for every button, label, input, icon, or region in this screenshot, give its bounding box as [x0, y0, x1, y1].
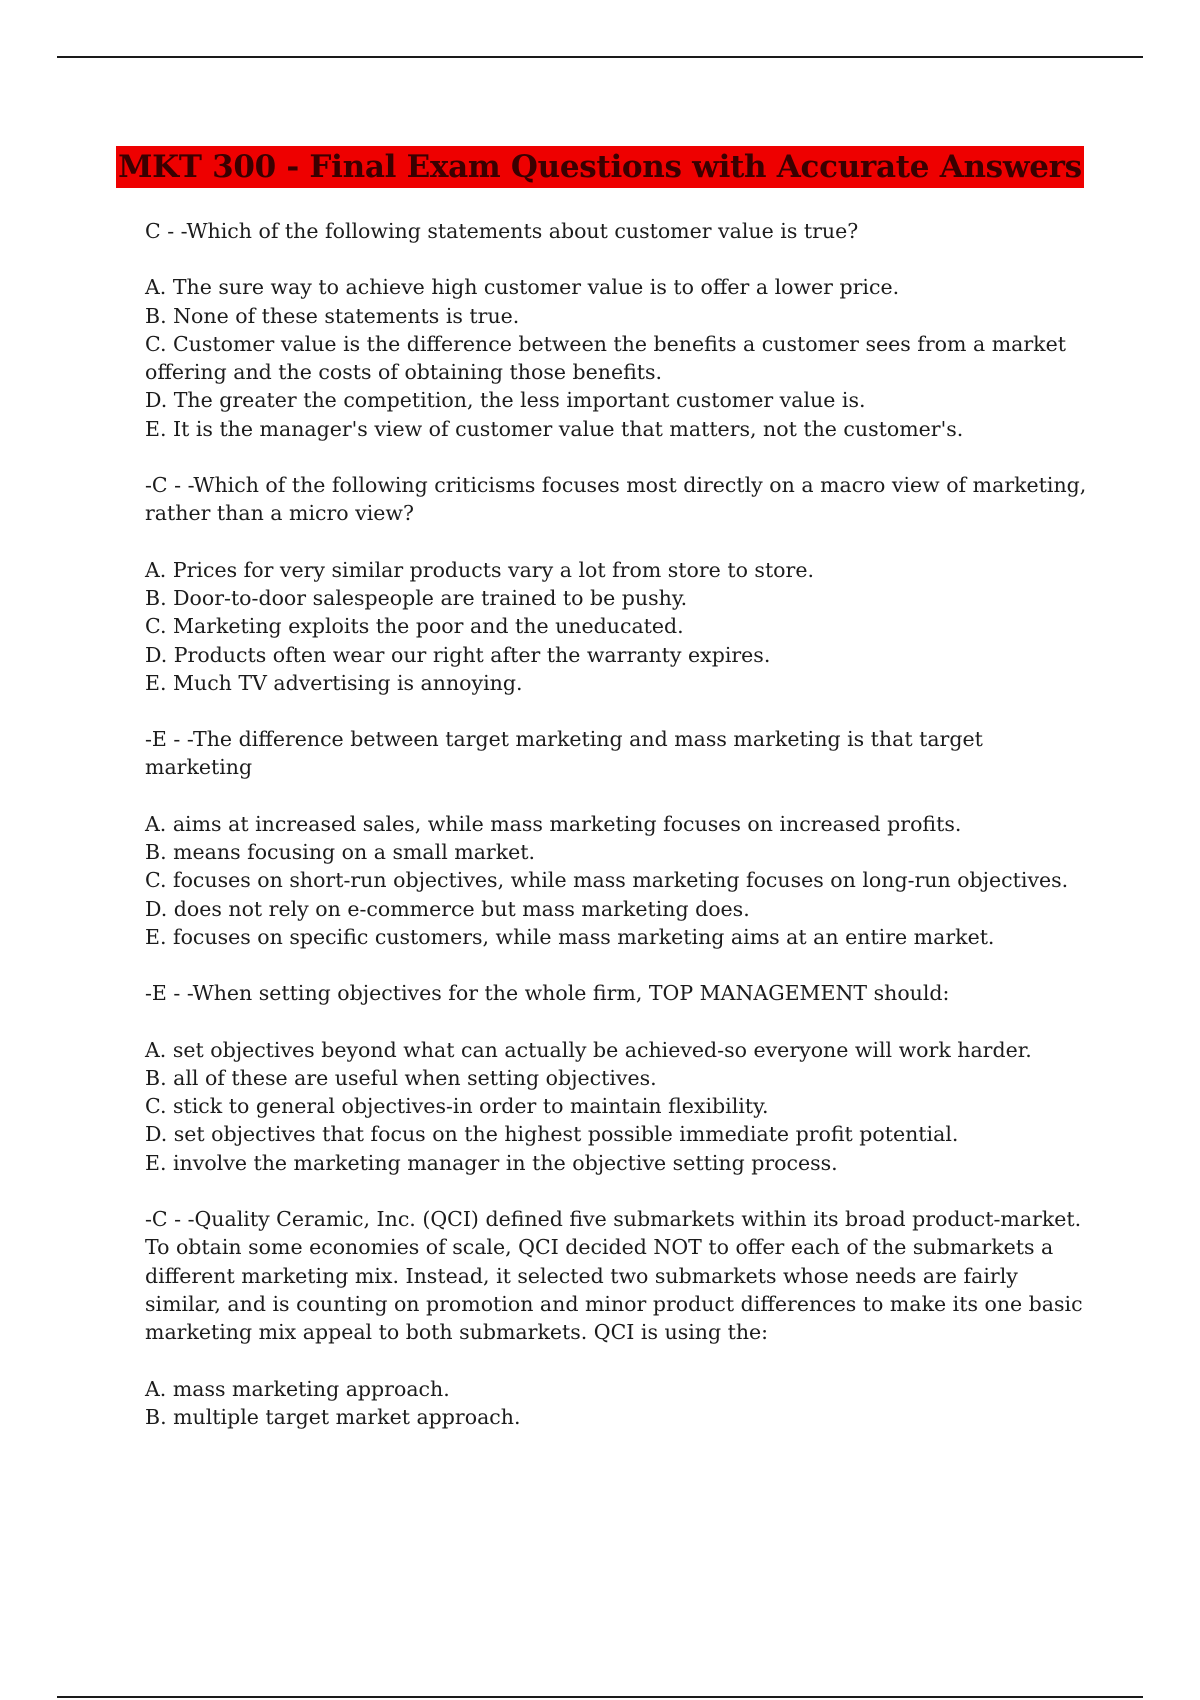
question-prompt: C - -Which of the following statements about customer value is true? [145, 219, 859, 243]
option-a: A. aims at increased sales, while mass marketing focuses on increased profits. [145, 811, 962, 836]
option-b: B. Door-to-door salespeople are trained to be pushy. [145, 585, 688, 610]
option-d: D. Products often wear our right after the warranty expires. [145, 642, 771, 667]
option-list [145, 273, 1090, 443]
option-list [145, 810, 1090, 951]
option-e: E. involve the marketing manager in the objective setting process. [145, 1150, 838, 1175]
option-a: A. set objectives beyond what can actually be achieved-so everyone will work harder. [145, 1037, 1032, 1062]
option-d: D. does not rely on e-commerce but mass marketing does. [145, 896, 750, 921]
option-d: D. The greater the competition, the less important customer value is. [145, 388, 866, 413]
option-a: A. The sure way to achieve high customer value is to offer a lower price. [145, 275, 900, 300]
option-c: C. stick to general objectives-in order to maintain flexibility. [145, 1094, 769, 1119]
option-d: D. set objectives that focus on the highest possible immediate profit potential. [145, 1122, 959, 1147]
question-prompt: -C - -Which of the following criticisms focuses most directly on a macro view of marketing, rather than a micro view? [145, 473, 1087, 526]
option-b: B. multiple target market approach. [145, 1404, 521, 1429]
question-2 [145, 471, 1090, 697]
option-list [145, 1036, 1090, 1177]
option-b: B. all of these are useful when setting objectives. [145, 1065, 657, 1090]
question-1 [145, 217, 1090, 443]
question-5 [145, 1205, 1090, 1431]
option-e: E. Much TV advertising is annoying. [145, 670, 523, 695]
header-rule [57, 56, 1143, 58]
questions-body [145, 217, 1090, 1459]
question-prompt: -E - -The difference between target marketing and mass marketing is that target marketing [145, 727, 983, 780]
option-b: B. None of these statements is true. [145, 303, 520, 328]
option-list [145, 556, 1090, 697]
title-container [0, 146, 1200, 188]
question-3 [145, 725, 1090, 951]
option-a: A. Prices for very similar products vary a lot from store to store. [145, 557, 814, 582]
question-prompt: -E - -When setting objectives for the whole firm, TOP MANAGEMENT should: [145, 981, 950, 1006]
option-b: B. means focusing on a small market. [145, 840, 536, 865]
option-e: E. It is the manager's view of customer value that matters, not the customer's. [145, 416, 964, 441]
footer-rule [57, 1696, 1143, 1698]
option-c: C. Customer value is the difference between the benefits a customer sees from a market offering and the costs of obtaining those benefits. [145, 331, 1066, 385]
option-e: E. focuses on specific customers, while mass marketing aims at an entire market. [145, 924, 995, 949]
option-c: C. Marketing exploits the poor and the uneducated. [145, 614, 684, 639]
option-list [145, 1375, 1090, 1432]
question-4 [145, 979, 1090, 1177]
document-title: MKT 300 - Final Exam Questions with Accurate Answers [116, 146, 1084, 188]
option-a: A. mass marketing approach. [145, 1376, 450, 1401]
option-c: C. focuses on short-run objectives, while mass marketing focuses on long-run objectives. [145, 868, 1069, 893]
question-prompt: -C - -Quality Ceramic, Inc. (QCI) defined five submarkets within its broad product-market. To obtain some economies of scale, QCI decided NOT to offer each of the submarkets a different marketing mix. Instead, it selected two submarkets whose needs are fairly similar, and is counting on promotion and minor product differences to make its one basic marketing mix appeal to both submarkets. QCI is using the: [145, 1207, 1083, 1345]
